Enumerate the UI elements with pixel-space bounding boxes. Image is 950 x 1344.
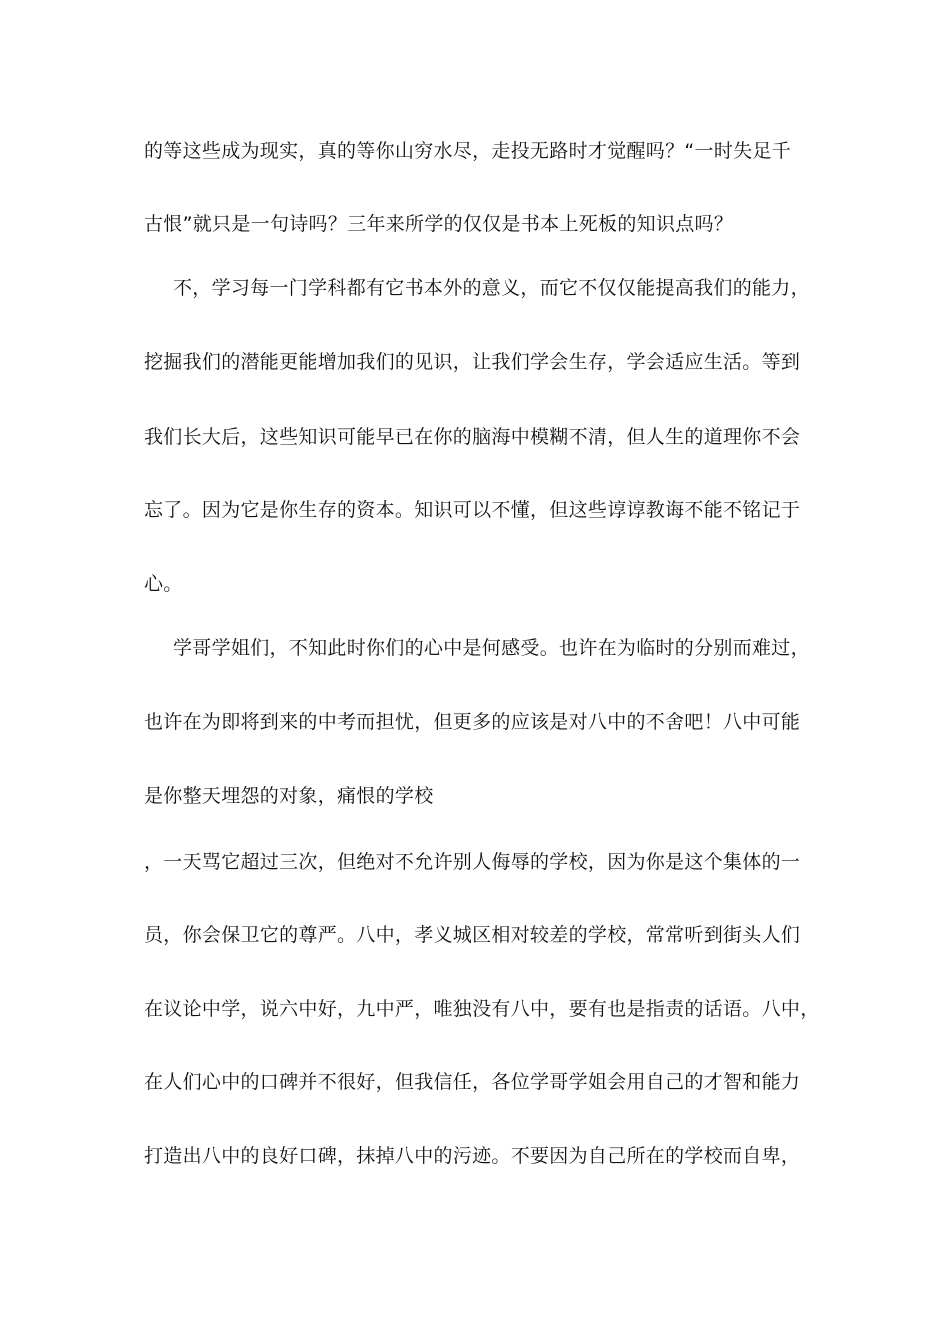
text-line: 挖掘我们的潜能更能增加我们的见识，让我们学会生存，学会适应生活。等到 <box>144 351 801 373</box>
text-line: 员，你会保卫它的尊严。八中，孝义城区相对较差的学校，常常听到街头人们 <box>144 924 801 946</box>
text-line: 心。 <box>144 573 183 595</box>
text-line: 忘了。因为它是你生存的资本。知识可以不懂，但这些谆谆教诲不能不铭记于 <box>144 499 801 521</box>
text-line: 也许在为即将到来的中考而担忧，但更多的应该是对八中的不舍吧！八中可能 <box>144 711 801 733</box>
text-line: ，一天骂它超过三次，但绝对不允许别人侮辱的学校，因为你是这个集体的一 <box>144 851 801 873</box>
paragraph-first-line: 不，学习每一门学科都有它书本外的意义，而它不仅仅能提高我们的能力， <box>173 277 810 299</box>
text-line: 在人们心中的口碑并不很好，但我信任，各位学哥学姐会用自己的才智和能力 <box>144 1071 801 1093</box>
paragraph-first-line: 学哥学姐们，不知此时你们的心中是何感受。也许在为临时的分别而难过， <box>173 637 810 659</box>
text-line: 古恨”就只是一句诗吗？三年来所学的仅仅是书本上死板的知识点吗？ <box>144 213 734 235</box>
text-line: 的等这些成为现实，真的等你山穷水尽，走投无路时才觉醒吗？“一时失足千 <box>144 140 792 162</box>
text-line: 是你整天埋怨的对象，痛恨的学校 <box>144 785 434 807</box>
text-line: 打造出八中的良好口碑，抹掉八中的污迹。不要因为自己所在的学校而自卑， <box>144 1145 801 1167</box>
text-line: 我们长大后，这些知识可能早已在你的脑海中模糊不清，但人生的道理你不会 <box>144 426 801 448</box>
text-line: 在议论中学，说六中好，九中严，唯独没有八中，要有也是指责的话语。八中， <box>144 998 820 1020</box>
